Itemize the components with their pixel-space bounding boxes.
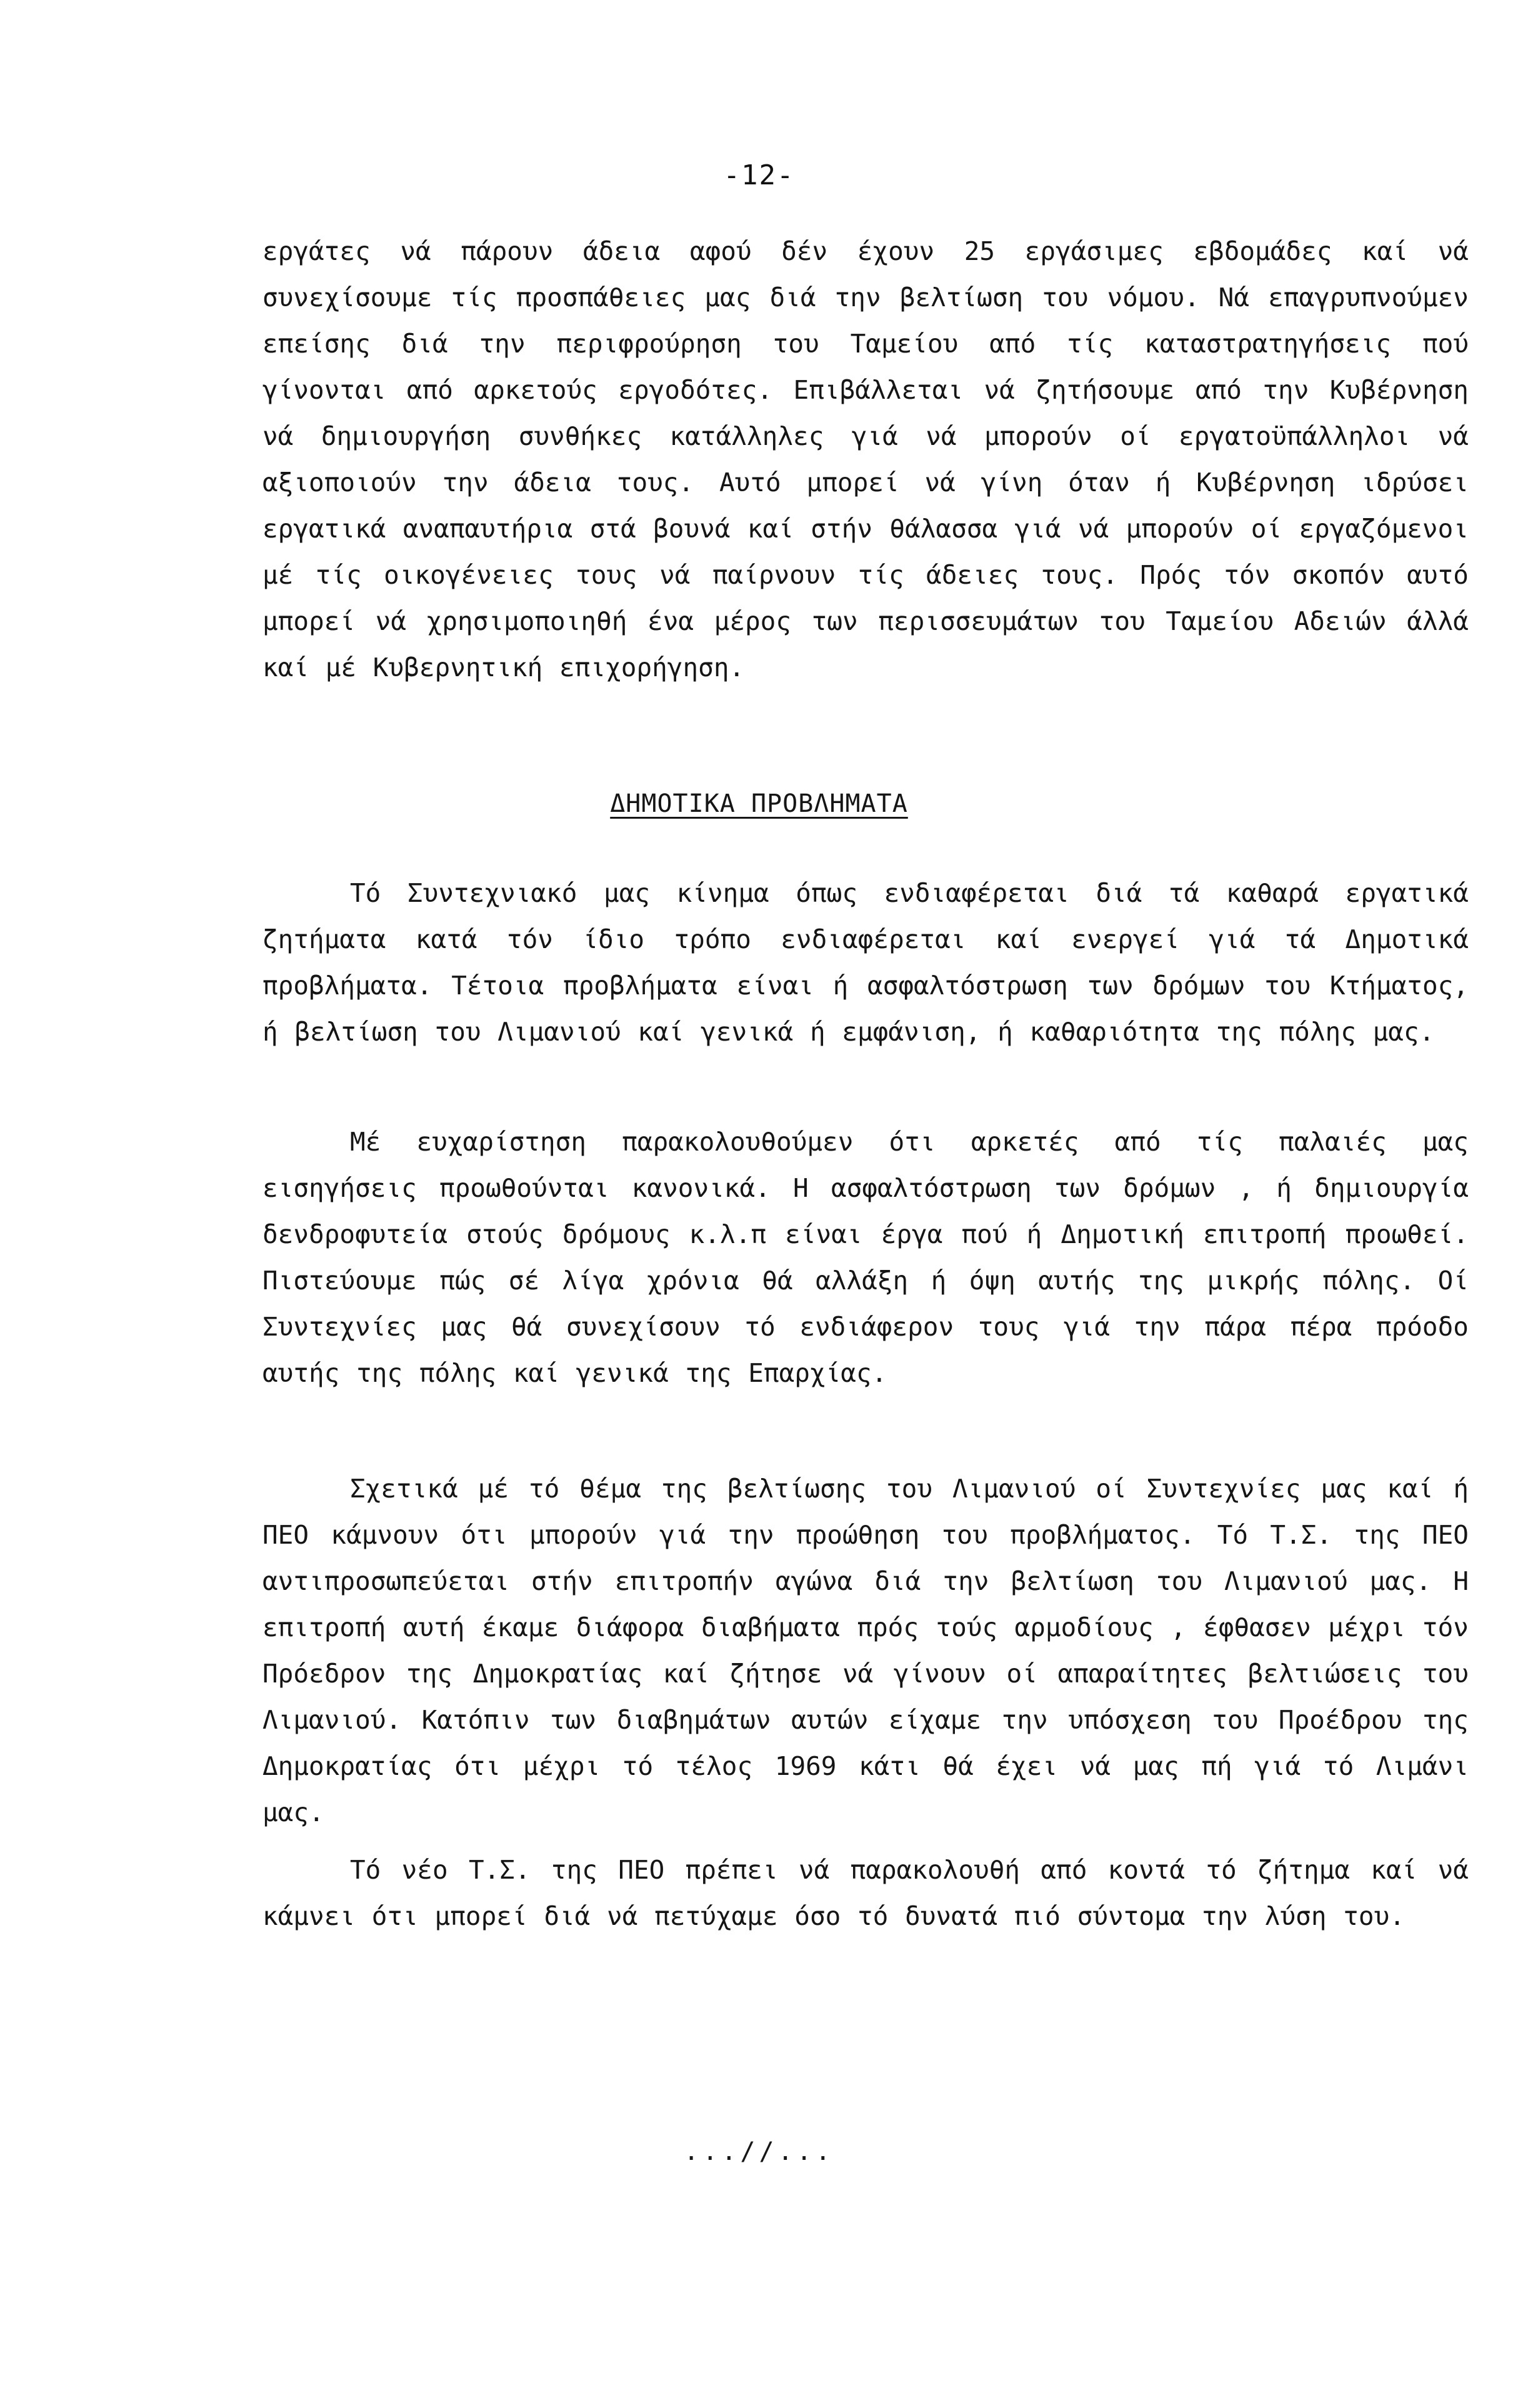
section-heading <box>0 789 1518 818</box>
paragraph-harbour <box>262 1466 1469 1836</box>
paragraph-workers-leave <box>262 228 1469 691</box>
paragraph-municipal-intro <box>262 870 1469 1055</box>
paragraph-text: εργάτες νά πάρουν άδεια αφού δέν έχουν 25 εργάσιμες εβδομάδες καί νά συνεχίσουμε τίς προσπάθειες μας διά την βελτίωση του νόμου. Νά επαγρυπνούμεν επείσης διά την περιφρούρηση του Ταμείου από τίς καταστρατηγήσεις πού γίνονται από αρκετούς εργοδότες. Επιβάλλεται νά ζητήσουμε από την Κυβέρνηση νά δημιουργήση συνθήκες κατάλληλες γιά νά μπορούν οί εργατοϋπάλληλοι νά αξιοποιούν την άδεια τους. Αυτό μπορεί νά γίνη όταν ή Κυβέρνηση ιδρύσει εργατικά αναπαυτήρια στά βουνά καί στήν θάλασσα γιά νά μπορούν οί εργαζόμενοι μέ τίς οικογένειες τους νά παίρνουν τίς άδειες τους. Πρός τόν σκοπόν αυτό μπορεί νά χρησιμοποιηθή ένα μέρος των περισσευμάτων του Ταμείου Αδειών άλλά καί μέ Κυβερνητική επιχορήγηση. <box>262 236 1469 682</box>
paragraph-text: Μέ ευχαρίστηση παρακολουθούμεν ότι αρκετές από τίς παλαιές μας εισηγήσεις προωθούνται κανονικά. Η ασφαλτόστρωση των δρόμων , ή δημιουργία δενδροφυτεία στούς δρόμους κ.λ.π είναι έργα πού ή Δημοτική επιτροπή προωθεί. Πιστεύουμε πώς σέ λίγα χρόνια θά αλλάξη ή όψη αυτής της μικρής πόλης. Οί Συντεχνίες μας θά συνεχίσουν τό ενδιάφερον τους γιά την πάρα πέρα πρόοδο αυτής της πόλης καί γενικά της Επαρχίας. <box>262 1127 1469 1388</box>
paragraph-municipal-progress <box>262 1119 1469 1396</box>
end-mark: ...//... <box>684 2137 834 2166</box>
paragraph-new-council <box>262 1847 1469 1939</box>
paragraph-text: Τό Συντεχνιακό μας κίνημα όπως ενδιαφέρεται διά τά καθαρά εργατικά ζητήματα κατά τόν ίδιο τρόπο ενδιαφέρεται καί ενεργεί γιά τά Δημοτικά προβλήματα. Τέτοια προβλήματα είναι ή ασφαλτόστρωση των δρόμων του Κτήματος, ή βελτίωση του Λιμανιού καί γενικά ή εμφάνιση, ή καθαριότητα της πόλης μας. <box>262 878 1469 1047</box>
paragraph-text: Τό νέο Τ.Σ. της ΠΕΟ πρέπει νά παρακολουθή από κοντά τό ζήτημα καί νά κάμνει ότι μπορεί διά νά πετύχαμε όσο τό δυνατά πιό σύντομα την λύση του. <box>262 1855 1469 1931</box>
page-number: -12- <box>723 159 795 191</box>
section-heading-text: ΔΗΜΟΤΙΚΑ ΠΡΟΒΛΗΜΑΤΑ <box>610 789 908 818</box>
paragraph-text: Σχετικά μέ τό θέμα της βελτίωσης του Λιμανιού οί Συντεχνίες μας καί ή ΠΕΟ κάμνουν ότι μπορούν γιά την προώθηση του προβλήματος. Τό Τ.Σ. της ΠΕΟ αντιπροσωπεύεται στήν επιτροπήν αγώνα διά την βελτίωση του Λιμανιού μας. Η επιτροπή αυτή έκαμε διάφορα διαβήματα πρός τούς αρμοδίους , έφθασεν μέχρι τόν Πρόεδρον της Δημοκρατίας καί ζήτησε νά γίνουν οί απαραίτητες βελτιώσεις του Λιμανιού. Κατόπιν των διαβημάτων αυτών είχαμε την υπόσχεση του Προέδρου της Δημοκρατίας ότι μέχρι τό τέλος 1969 κάτι θά έχει νά μας πή γιά τό Λιμάνι μας. <box>262 1474 1469 1827</box>
